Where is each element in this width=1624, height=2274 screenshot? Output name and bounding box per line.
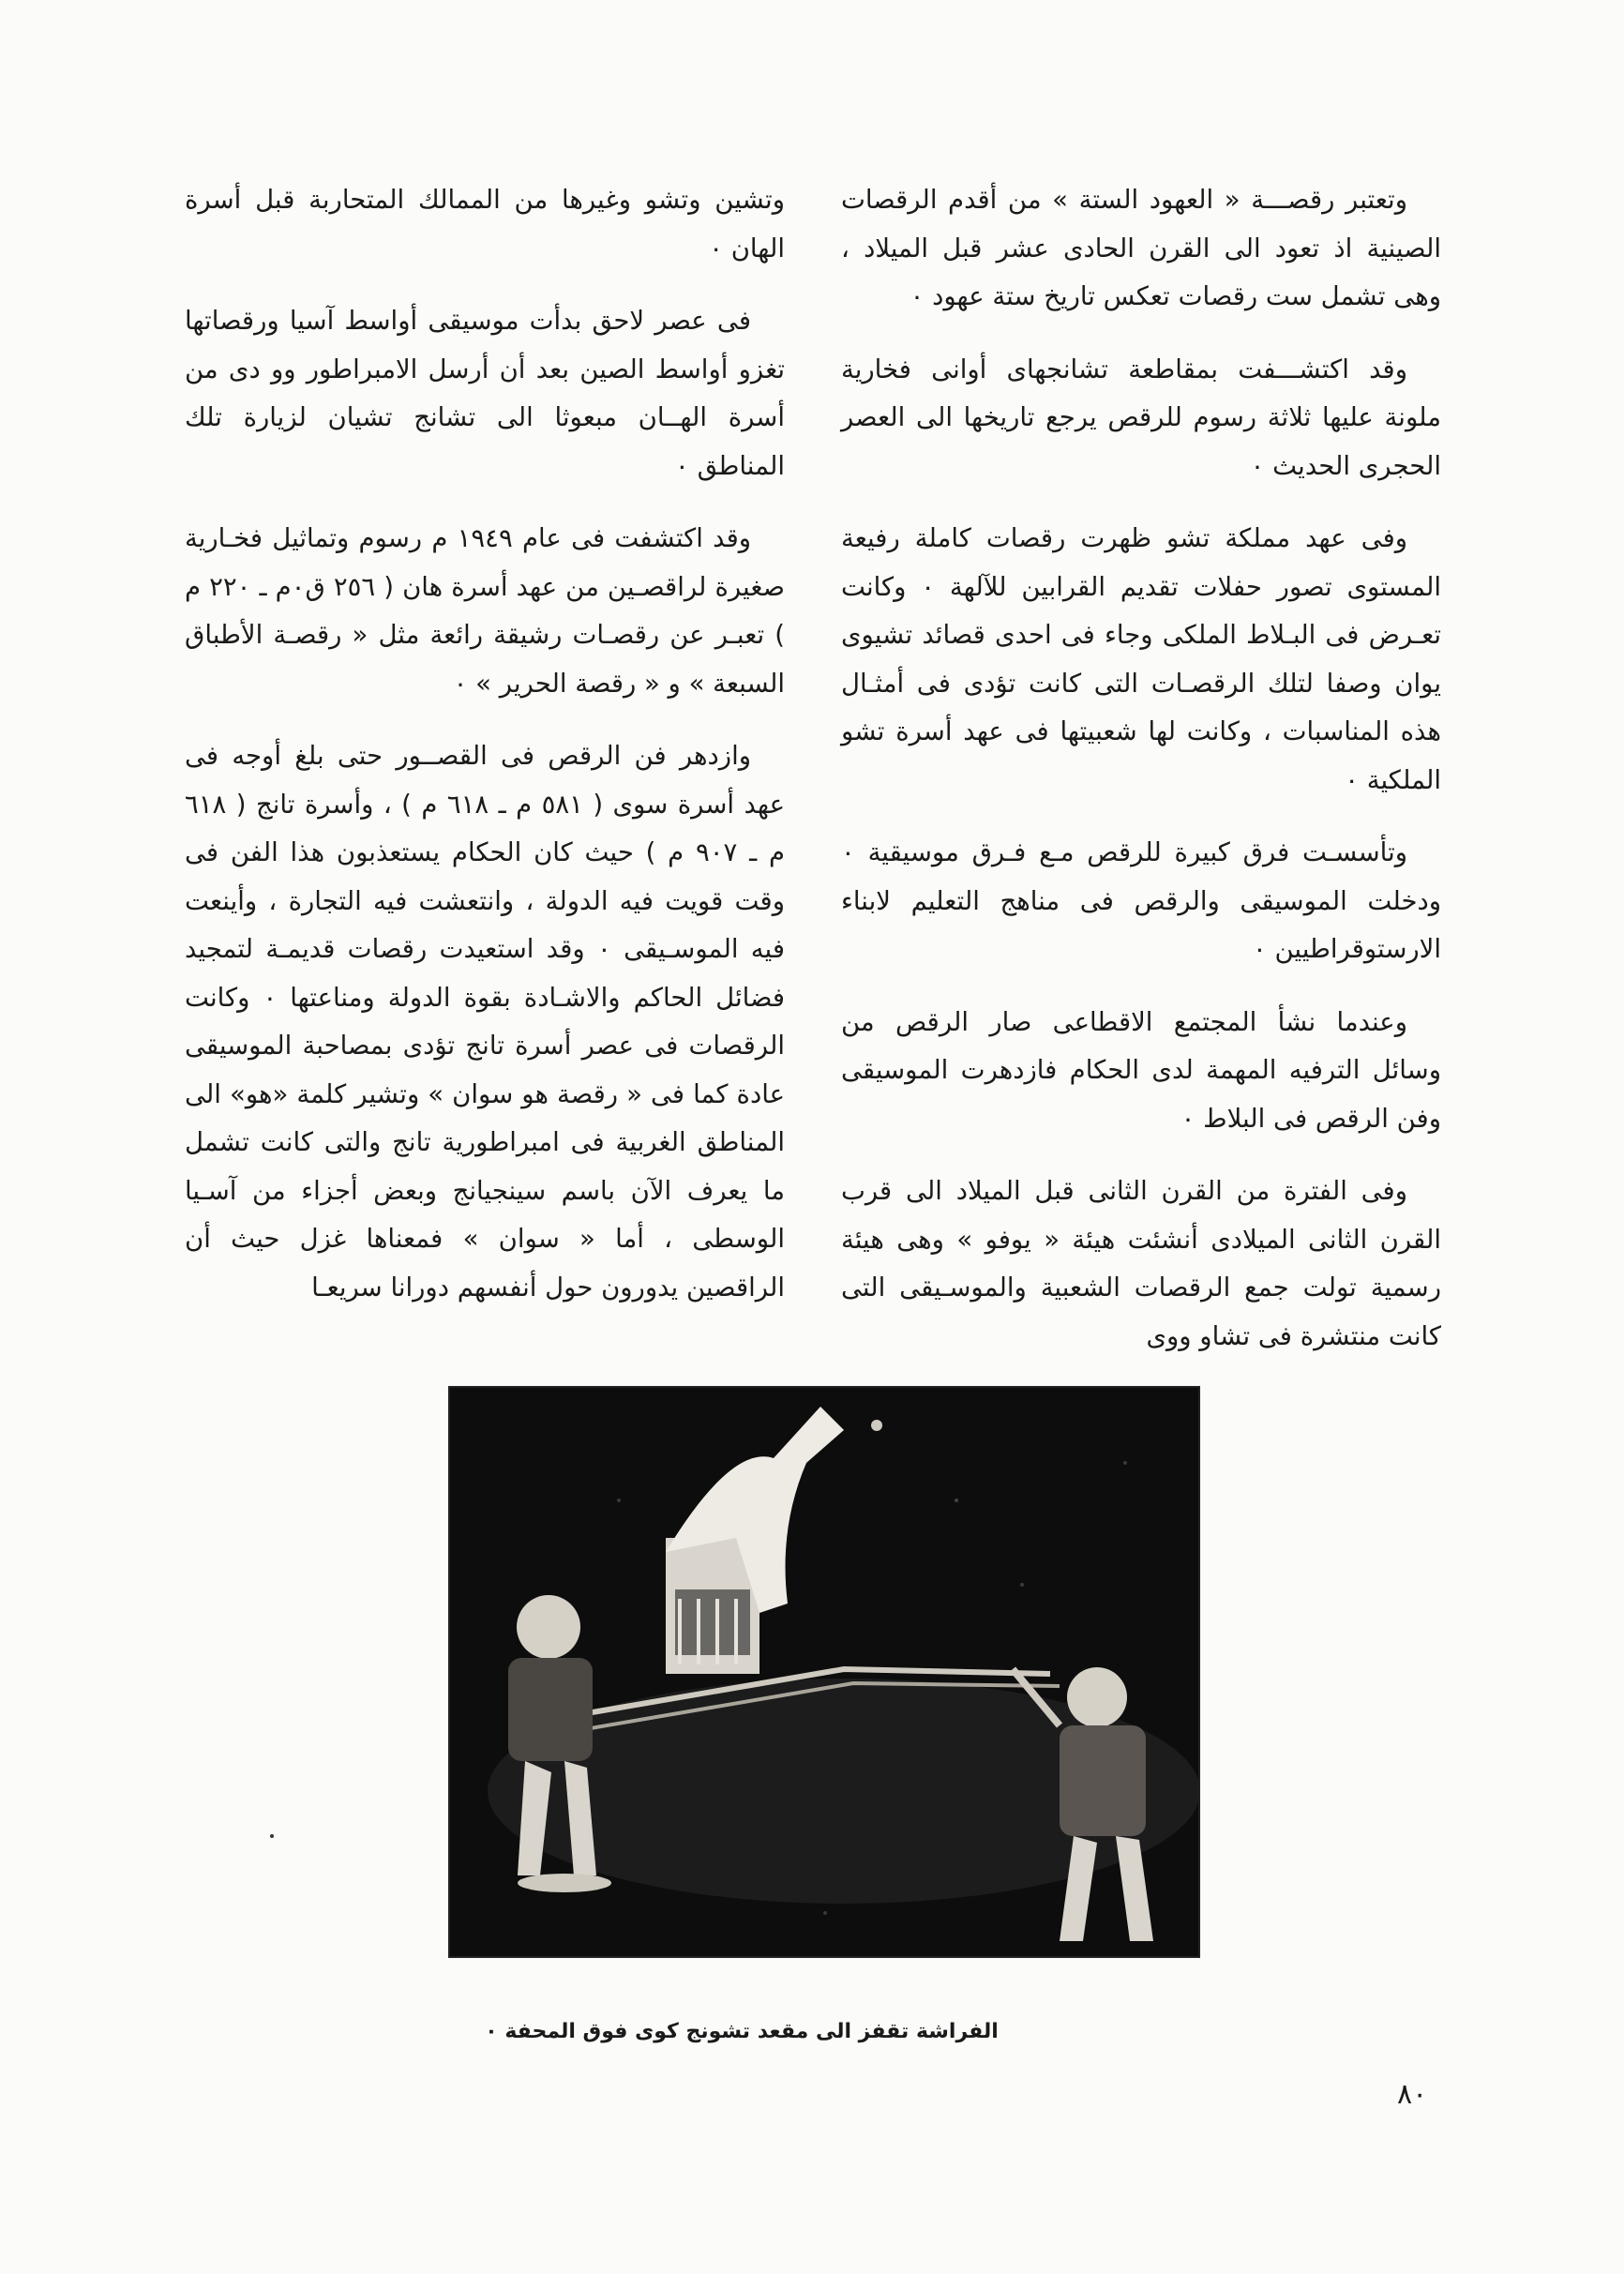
page-number: ٨٠ (1397, 2078, 1428, 2111)
paragraph: فى عصر لاحق بدأت موسيقى أواسط آسيا ورقصاتها تغزو أواسط الصين بعد أن أرسل الامبراطور وو دى من أسرة الهــان مبعوثا الى تشانج تشيان لزيارة تلك المناطق ٠ (185, 306, 785, 481)
text-column-left (185, 176, 785, 1336)
text-column-right (841, 176, 1441, 1385)
paragraph: وفى الفترة من القرن الثانى قبل الميلاد الى قرب القرن الثانى الميلادى أنشئت هيئة « يوفو » وهى هيئة رسمية تولت جمع الرقصات الشعبية والموسـيقى التى كانت منتشرة فى تشاو ووى (841, 1176, 1441, 1351)
dance-photograph-illustration (450, 1388, 1198, 1956)
paragraph: وقد اكتشفت فى عام ١٩٤٩ م رسوم وتماثيل فخـارية صغيرة لراقصـين من عهد أسرة هان ( ٢٥٦ ق٠م ـ ٢٢٠ م ) تعبـر عن رقصـات رشيقة رائعة مثل « رقصـة الأطباق السبعة » و « رقصة الحرير » ٠ (185, 523, 785, 699)
paragraph-continuation: وتشين وتشو وغيرها من الممالك المتحاربة قبل أسرة الهان ٠ (185, 185, 785, 264)
paragraph: وازدهر فن الرقص فى القصــور حتى بلغ أوجه فى عهد أسرة سوى ( ٥٨١ م ـ ٦١٨ م ) ، وأسرة تانج ( ٦١٨ م ـ ٩٠٧ م ) حيث كان الحكام يستعذبون هذا الفن فى وقت قويت فيه الدولة ، وانتعشت فيه التجارة ، وأينعت فيه الموسـيقى ٠ وقد استعيدت رقصات قديمـة لتمجيد فضائل الحاكم والاشـادة بقوة الدولة ومناعتها ٠ وكانت الرقصات فى عصر أسرة تانج تؤدى بمصاحبة الموسيقى عادة كما فى « رقصة هو سوان » وتشير كلمة «هو» الى المناطق الغربية فى امبراطورية تانج والتى كانت تشمل ما يعرف الآن باسم سينجيانج وبعض أجزاء من آسـيا الوسطى ، أما « سوان » فمعناها غزل حيث أن الراقصين يدورون حول أنفسهم دورانا سريعـا (185, 741, 785, 1303)
dance-photograph (448, 1386, 1200, 1958)
paragraph: وقد اكتشـــفت بمقاطعة تشانجهاى أوانى فخارية ملونة عليها ثلاثة رسوم للرقص يرجع تاريخها الى العصر الحجرى الحديث ٠ (841, 354, 1441, 481)
paragraph: وتأسسـت فرق كبيرة للرقص مـع فـرق موسيقية ٠ ودخلت الموسيقى والرقص فى مناهج التعليم لابناء الارستوقراطيين ٠ (841, 837, 1441, 964)
paragraph: وتعتبر رقصـــة « العهود الستة » من أقدم الرقصات الصينية اذ تعود الى القرن الحادى عشر قبل الميلاد ، وهى تشمل ست رقصات تعكس تاريخ ستة عهود ٠ (841, 185, 1441, 311)
figure-caption: الفراشة تقفز الى مقعد تشونج كوى فوق المحفة ٠ (485, 2020, 999, 2043)
paragraph: وعندما نشأ المجتمع الاقطاعى صار الرقص من وسائل الترفيه المهمة لدى الحكام فازدهرت الموسيقى وفن الرقص فى البلاط ٠ (841, 1006, 1441, 1134)
scan-speck (270, 1834, 274, 1838)
paragraph: وفى عهد مملكة تشو ظهرت رقصات كاملة رفيعة المستوى تصور حفلات تقديم القرابين للآلهة ٠ وكانت تعـرض فى البـلاط الملكى وجاء فى احدى قصائد تشيوى يوان وصفا لتلك الرقصـات التى كانت تؤدى فى أمثـال هذه المناسبات ، وكانت لها شعبيتها فى عهد أسرة تشو الملكية ٠ (841, 523, 1441, 795)
